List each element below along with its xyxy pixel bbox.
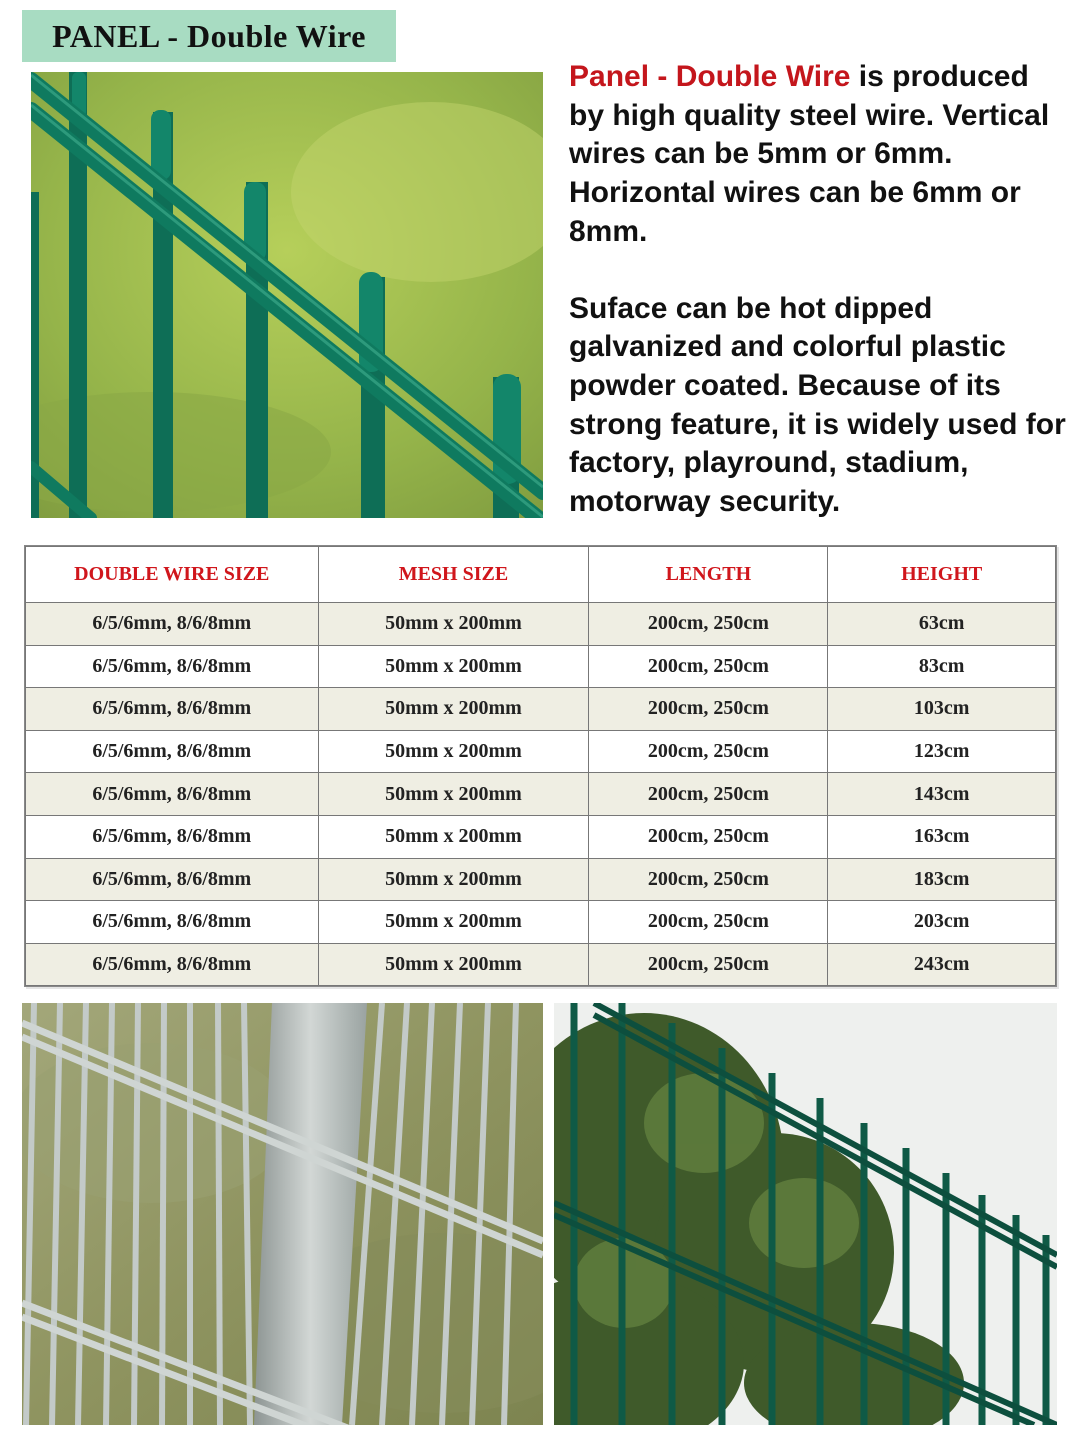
cell-mesh-size: 50mm x 200mm — [318, 773, 589, 816]
cell-wire-size: 6/5/6mm, 8/6/8mm — [26, 645, 319, 688]
cell-mesh-size: 50mm x 200mm — [318, 943, 589, 986]
cell-mesh-size: 50mm x 200mm — [318, 815, 589, 858]
cell-wire-size: 6/5/6mm, 8/6/8mm — [26, 603, 319, 646]
table-row — [26, 815, 1056, 858]
header-double-wire-size: DOUBLE WIRE SIZE — [26, 547, 319, 603]
cell-wire-size: 6/5/6mm, 8/6/8mm — [26, 688, 319, 731]
spec-table-container — [24, 545, 1057, 987]
cell-height: 63cm — [828, 603, 1056, 646]
cell-length: 200cm, 250cm — [589, 943, 828, 986]
cell-mesh-size: 50mm x 200mm — [318, 901, 589, 944]
cell-mesh-size: 50mm x 200mm — [318, 603, 589, 646]
header-mesh-size: MESH SIZE — [318, 547, 589, 603]
cell-length: 200cm, 250cm — [589, 773, 828, 816]
cell-wire-size: 6/5/6mm, 8/6/8mm — [26, 773, 319, 816]
table-row — [26, 603, 1056, 646]
cell-height: 103cm — [828, 688, 1056, 731]
cell-mesh-size: 50mm x 200mm — [318, 858, 589, 901]
cell-height: 183cm — [828, 858, 1056, 901]
cell-wire-size: 6/5/6mm, 8/6/8mm — [26, 901, 319, 944]
cell-height: 163cm — [828, 815, 1056, 858]
cell-height: 203cm — [828, 901, 1056, 944]
header-height: HEIGHT — [828, 547, 1056, 603]
description-paragraph-1 — [569, 58, 1069, 252]
product-description — [569, 58, 1069, 522]
green-panel-photo — [554, 1003, 1057, 1425]
spec-table — [25, 546, 1056, 986]
cell-height: 243cm — [828, 943, 1056, 986]
table-row — [26, 730, 1056, 773]
table-row — [26, 773, 1056, 816]
table-row — [26, 943, 1056, 986]
header-length: LENGTH — [589, 547, 828, 603]
page-title: PANEL - Double Wire — [22, 10, 396, 62]
cell-mesh-size: 50mm x 200mm — [318, 730, 589, 773]
table-header-row — [26, 547, 1056, 603]
cell-length: 200cm, 250cm — [589, 858, 828, 901]
cell-mesh-size: 50mm x 200mm — [318, 645, 589, 688]
table-row — [26, 645, 1056, 688]
cell-height: 83cm — [828, 645, 1056, 688]
cell-height: 143cm — [828, 773, 1056, 816]
cell-length: 200cm, 250cm — [589, 688, 828, 731]
description-paragraph-2: Suface can be hot dipped galvanized and colorful plastic powder coated. Because of its strong feature, it is widely used for factory, playround, stadium, motorway security. — [569, 291, 1066, 519]
cell-wire-size: 6/5/6mm, 8/6/8mm — [26, 730, 319, 773]
table-row — [26, 688, 1056, 731]
table-row — [26, 858, 1056, 901]
cell-wire-size: 6/5/6mm, 8/6/8mm — [26, 858, 319, 901]
cell-length: 200cm, 250cm — [589, 645, 828, 688]
cell-length: 200cm, 250cm — [589, 730, 828, 773]
description-highlight: Panel - Double Wire — [569, 60, 851, 93]
cell-wire-size: 6/5/6mm, 8/6/8mm — [26, 943, 319, 986]
cell-length: 200cm, 250cm — [589, 901, 828, 944]
cell-length: 200cm, 250cm — [589, 603, 828, 646]
cell-height: 123cm — [828, 730, 1056, 773]
description-text-1: is produced by high quality steel wire. Vertical wires can be 5mm or 6mm. Horizontal wires can be 6mm or 8mm. — [569, 60, 1050, 248]
cell-mesh-size: 50mm x 200mm — [318, 688, 589, 731]
cell-wire-size: 6/5/6mm, 8/6/8mm — [26, 815, 319, 858]
panel-closeup-photo — [31, 72, 543, 518]
cell-length: 200cm, 250cm — [589, 815, 828, 858]
table-row — [26, 901, 1056, 944]
galvanized-panel-photo — [22, 1003, 543, 1425]
